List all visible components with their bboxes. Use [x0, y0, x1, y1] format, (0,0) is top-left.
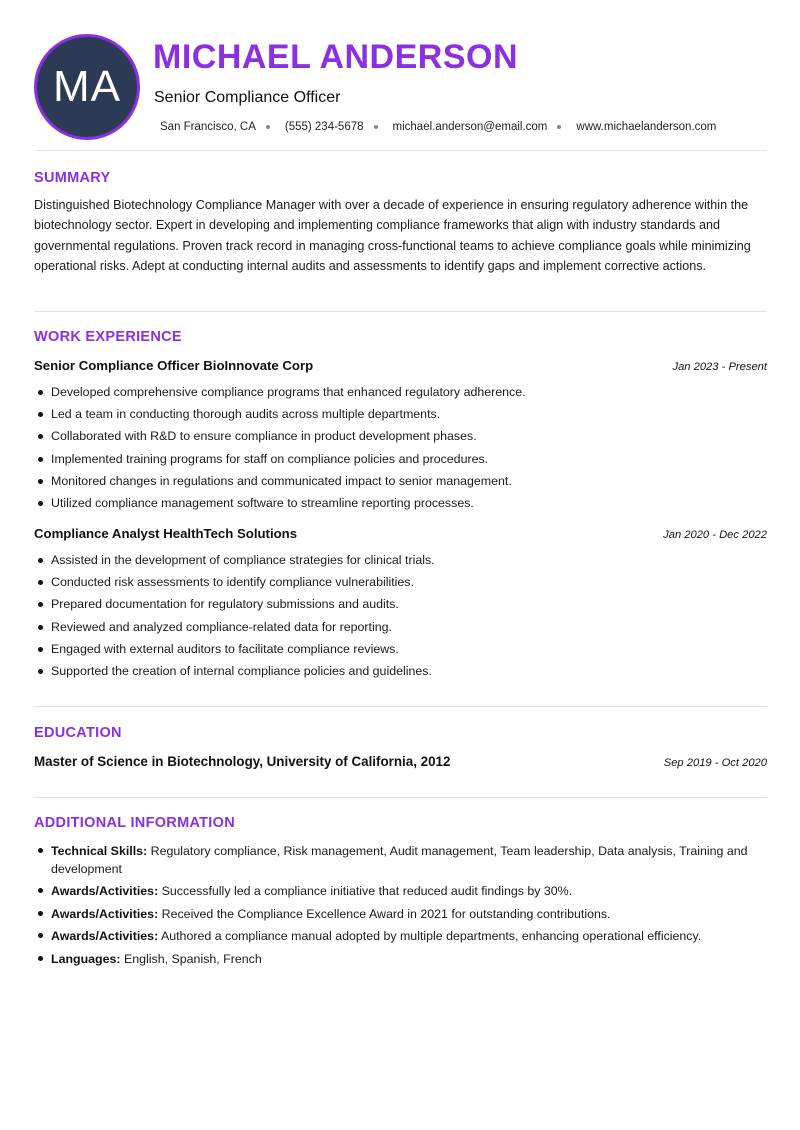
education-heading: EDUCATION — [34, 725, 122, 741]
contact-phone[interactable]: (555) 234-5678 — [284, 121, 364, 133]
education-entry — [34, 754, 767, 769]
bullet-item: Utilized compliance management software to streamline reporting processes. — [34, 495, 767, 511]
info-item — [34, 842, 767, 878]
info-item — [34, 882, 767, 900]
info-text: Successfully led a compliance initiative that reduced audit findings by 30%. — [158, 884, 573, 899]
info-item — [34, 950, 767, 968]
bullet-item: Assisted in the development of compliance strategies for clinical trials. — [34, 552, 767, 568]
bullet-item: Led a team in conducting thorough audits across multiple departments. — [34, 406, 767, 422]
candidate-title: Senior Compliance Officer — [154, 89, 341, 106]
experience-heading: WORK EXPERIENCE — [34, 329, 182, 345]
job-date: Jan 2023 - Present — [672, 361, 767, 373]
bullet-item: Developed comprehensive compliance programs that enhanced regulatory adherence. — [34, 384, 767, 400]
separator-dot — [266, 125, 270, 129]
bullet-item: Prepared documentation for regulatory submissions and audits. — [34, 596, 767, 612]
contact-bar — [160, 121, 716, 133]
separator-dot — [374, 125, 378, 129]
contact-email[interactable]: michael.anderson@email.com — [392, 121, 548, 133]
bullet-item: Reviewed and analyzed compliance-related data for reporting. — [34, 619, 767, 635]
bullet-item: Supported the creation of internal compliance policies and guidelines. — [34, 663, 767, 679]
info-item — [34, 905, 767, 923]
separator-dot — [557, 125, 561, 129]
info-text: English, Spanish, French — [120, 951, 262, 966]
job-date: Jan 2020 - Dec 2022 — [663, 529, 767, 541]
avatar — [34, 34, 140, 140]
divider — [34, 150, 767, 151]
summary-heading: SUMMARY — [34, 170, 111, 186]
info-text: Authored a compliance manual adopted by multiple departments, enhancing operational efficiency. — [158, 929, 702, 944]
job-bullets — [34, 552, 767, 685]
additional-list — [34, 842, 767, 972]
contact-website[interactable]: www.michaelanderson.com — [576, 121, 717, 133]
education-degree: Master of Science in Biotechnology, University of California, 2012 — [34, 754, 451, 769]
bullet-item: Engaged with external auditors to facilitate compliance reviews. — [34, 641, 767, 657]
info-text: Received the Compliance Excellence Award in 2021 for outstanding contributions. — [158, 906, 611, 921]
education-date: Sep 2019 - Oct 2020 — [663, 757, 767, 769]
info-label: Awards/Activities: — [51, 906, 159, 921]
info-label: Awards/Activities: — [51, 884, 159, 899]
bullet-item: Monitored changes in regulations and communicated impact to senior management. — [34, 473, 767, 489]
job-role: Senior Compliance Officer BioInnovate Corp — [34, 358, 314, 373]
job-header — [34, 526, 767, 541]
additional-heading: ADDITIONAL INFORMATION — [34, 815, 235, 831]
info-item — [34, 927, 767, 945]
candidate-name: MICHAEL ANDERSON — [153, 38, 519, 76]
info-text: Regulatory compliance, Risk management, Audit management, Team leadership, Data analysis, Training and development — [51, 844, 748, 876]
summary-text: Distinguished Biotechnology Compliance Manager with over a decade of experience in ensuring regulatory adherence within the biotechnology sector. Expert in developing and implementing compliance frameworks that align with industry standards and governmental regulations. Proven track record in managing cross-functional teams to achieve compliance goals while minimizing operational risks. Adept at conducting internal audits and assessments to identify gaps and implement corrective actions. — [34, 198, 751, 273]
bullet-item: Implemented training programs for staff on compliance policies and procedures. — [34, 451, 767, 467]
job-role: Compliance Analyst HealthTech Solutions — [34, 526, 298, 541]
info-label: Technical Skills: — [51, 844, 148, 858]
contact-location: San Francisco, CA — [160, 121, 256, 133]
job-bullets — [34, 384, 767, 517]
info-label: Languages: — [51, 951, 121, 966]
bullet-item: Conducted risk assessments to identify compliance vulnerabilities. — [34, 574, 767, 590]
divider — [34, 797, 767, 798]
divider — [34, 706, 767, 707]
bullet-item: Collaborated with R&D to ensure compliance in product development phases. — [34, 428, 767, 444]
avatar-initials: MA — [53, 62, 121, 111]
info-label: Awards/Activities: — [51, 929, 159, 944]
job-header — [34, 358, 767, 373]
divider — [34, 311, 767, 312]
